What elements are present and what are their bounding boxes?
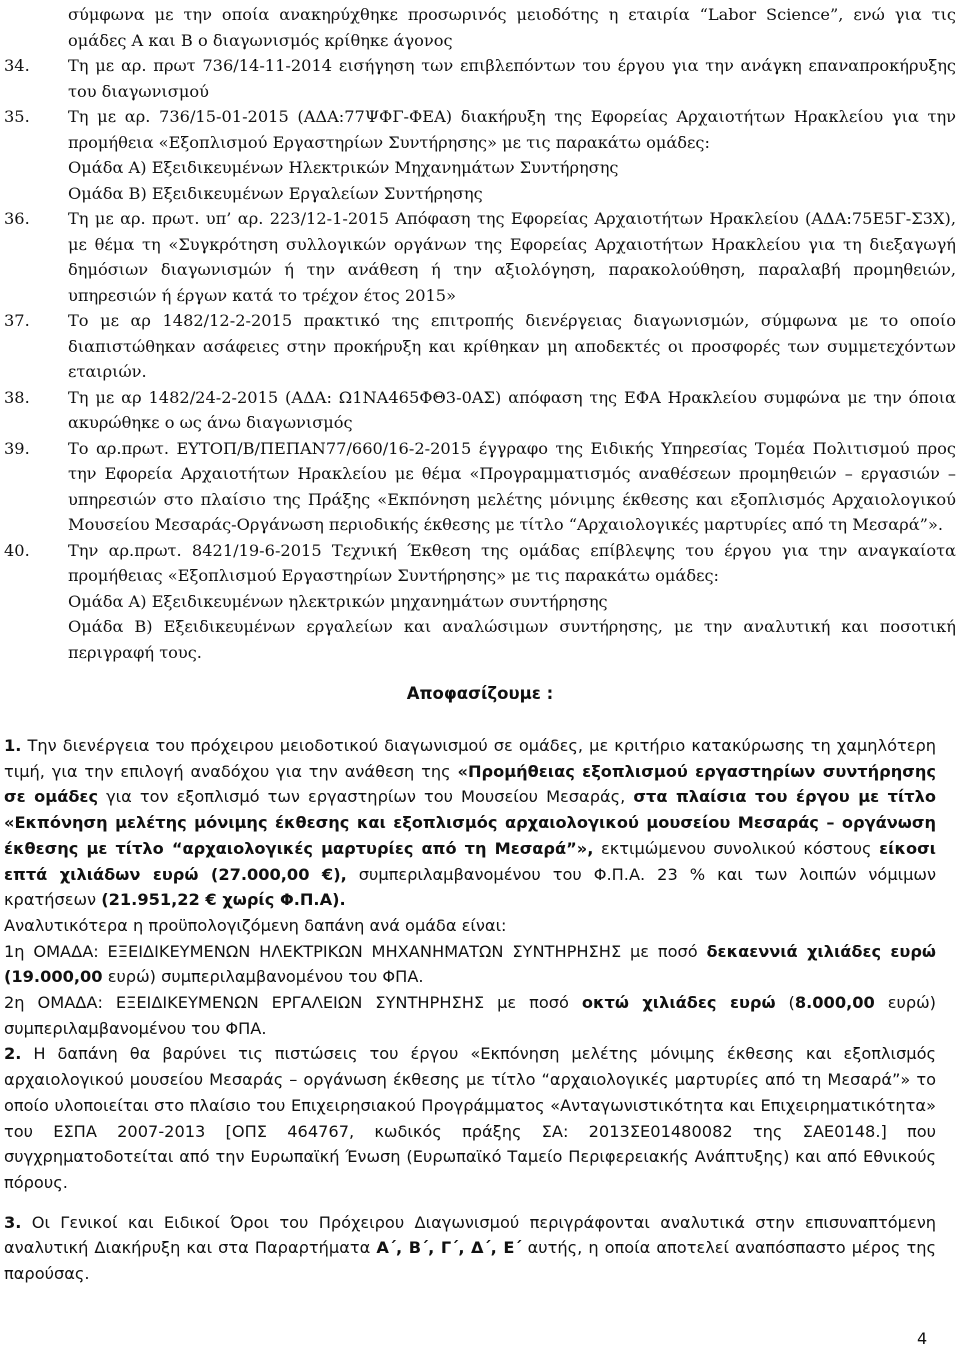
bold-text: «Προμήθειας εξοπλισμού εργαστηρίων συντήρησης σε ομάδες xyxy=(4,761,936,807)
item-subline: Ομάδα Β) Εξειδικευμένων εργαλείων και αναλώσιμων συντήρησης, με την αναλυτική και ποσοτική περιγραφή τους. xyxy=(68,617,956,662)
paragraph-text: συμπεριλαμβανομένου του Φ.Π.Α. 23 % και των λοιπών νόμιμων κρατήσεων xyxy=(4,864,936,910)
item-number: 35. xyxy=(4,107,30,126)
item-text: Τη με αρ. 736/15-01-2015 (ΑΔΑ:77ΨΦΓ-ΦΕΑ) διακήρυξη της Εφορείας Αρχαιοτήτων Ηρακλείου για την προμήθεια «Εξοπλισμού Εργαστηρίων Συντήρησης» με τις παρακάτω ομάδες: xyxy=(68,107,956,152)
list-item xyxy=(4,436,956,538)
item-text: Το αρ.πρωτ. ΕΥΤΟΠ/Β/ΠΕΠΑΝ77/660/16-2-2015 έγγραφο της Ειδικής Υπηρεσίας Τομέα Πολιτισμού προς την Εφορεία Αρχαιοτήτων Ηρακλείου με θέμα «Προγραμματισμός αναθέσεων προμηθειών – εργασιών – υπηρεσιών στο πλαίσιο της Πράξης «Εκπόνηση μελέτης μόνιμης έκθεσης και εξοπλισμός Αρχαιολογικού Μουσείου Μεσαράς-Οργάνωση περιοδικής έκθεσης με τίτλο “Αρχαιολογικές μαρτυρίες από τη Μεσαρά”». xyxy=(68,438,956,534)
item-number: 38. xyxy=(4,387,30,407)
item-number: 36. xyxy=(4,209,30,228)
item-text: σύμφωνα με την οποία ανακηρύχθηκε προσωρινός μειοδότης η εταιρία “Labor Science”, ενώ για τις ομάδες Α και Β ο διαγωνισμός κρίθηκε άγονος xyxy=(68,5,956,50)
list-item xyxy=(4,206,956,308)
decision-paragraph-2 xyxy=(4,1041,936,1195)
decision-body xyxy=(4,733,936,1287)
item-number xyxy=(4,2,68,53)
bold-text: Α΄, Β΄, Γ΄, Δ΄, Ε΄ xyxy=(376,1238,522,1258)
paragraph-text: Η δαπάνη θα βαρύνει τις πιστώσεις του έργου «Εκπόνηση μελέτης μόνιμης έκθεσης και εξοπλισμός αρχαιολογικού μουσείου Μεσαράς – οργάνωση έκθεσης με τίτλο “αρχαιολογικές μαρτυρίες από τη Μεσαρά”» το οποίο υλοποιείται στο πλαίσιο του Επιχειρησιακού Προγράμματος «Ανταγωνιστικότητα και Επιχειρηματικότητα» του ΕΣΠΑ 2007-2013 [ΟΠΣ 464767, κωδικός πράξης ΣΑ: 2013ΣΕ01480082 της ΣΑΕ0148.] που συγχρηματοδοτείται από την Ευρωπαϊκή Ένωση (Ευρωπαϊκό Ταμείο Περιφερειακής Ανάπτυξης) και από Εθνικούς πόρους. xyxy=(4,1044,936,1192)
list-item xyxy=(4,538,956,666)
item-number: 37. xyxy=(4,311,30,330)
paragraph-text: ευρώ) συμπεριλαμβανομένου του ΦΠΑ. xyxy=(102,967,424,987)
paragraph-text: ευρώ) συμπεριλαμβανομένου του ΦΠΑ. xyxy=(4,993,936,1038)
considerations-list xyxy=(4,2,956,665)
decision-group-1 xyxy=(4,939,936,990)
paragraph-text: ( xyxy=(775,993,795,1013)
decision-paragraph-3 xyxy=(4,1210,936,1287)
bold-text: δεκαεννιά χιλιάδες ευρώ (19.000,00 xyxy=(4,941,936,987)
item-subline: Ομάδα Α) Εξειδικευμένων Ηλεκτρικών Μηχανημάτων Συντήρησης xyxy=(68,158,619,177)
bold-text: είκοσι επτά χιλιάδων ευρώ (27.000,00 €), xyxy=(4,838,936,884)
decision-group-2 xyxy=(4,990,936,1041)
item-number: 34. xyxy=(4,56,30,75)
item-text: Τη με αρ 1482/24-2-2015 (ΑΔΑ: Ω1ΝΑ465ΦΘ3-0ΑΣ) απόφαση της ΕΦΑ Ηρακλείου συμφώνα με την όποια ακυρώθηκε ο ως άνω διαγωνισμός xyxy=(68,387,956,432)
paragraph-number: 1. xyxy=(4,736,22,755)
bold-text: 8.000,00 xyxy=(794,993,875,1013)
list-item xyxy=(4,53,956,104)
item-text: Την αρ.πρωτ. 8421/19-6-2015 Τεχνική Έκθεση της ομάδας επίβλεψης του έργου για την αναγκαίοτα προμήθειας «Εξοπλισμού Εργαστηρίων Συντήρησης» με τις παρακάτω ομάδες: xyxy=(68,540,956,585)
paragraph-text: 1η ΟΜΑΔΑ: ΕΞΕΙΔΙΚΕΥΜΕΝΩΝ ΗΛΕΚΤΡΙΚΩΝ ΜΗΧΑΝΗΜΑΤΩΝ ΣΥΝΤΗΡΗΣΗΣ με ποσό xyxy=(4,941,707,961)
list-item xyxy=(4,385,956,436)
item-text: Τη με αρ. πρωτ. υπ’ αρ. 223/12-1-2015 Απόφαση της Εφορείας Αρχαιοτήτων Ηρακλείου (ΑΔΑ:75Ε5Γ-Σ3Χ), με θέμα τη «Συγκρότηση συλλογικών οργάνων της Εφορείας Αρχαιοτήτων Ηρακλείου για τη διεξαγωγή δημόσιων διαγωνισμών ή την ανάθεση ή την αξιολόγηση, παρακολούθηση, παραλαβή προμηθειών, υπηρεσιών ή έργων κατά το τρέχον έτος 2015» xyxy=(68,209,956,305)
paragraph-text: για τον εξοπλισμό των εργαστηρίων του Μουσείου Μεσαράς, xyxy=(98,787,634,807)
item-subline: Ομάδα Α) Εξειδικευμένων ηλεκτρικών μηχανημάτων συντήρησης xyxy=(68,591,608,611)
paragraph-text: εκτιμώμενου συνολικού κόστους xyxy=(593,838,880,858)
decision-heading: Αποφασίζουμε : xyxy=(406,684,554,703)
bold-text: (21.951,22 € χωρίς Φ.Π.Α). xyxy=(101,890,346,910)
list-item xyxy=(4,104,956,206)
bold-text: οκτώ χιλιάδες ευρώ xyxy=(581,993,776,1013)
spacer xyxy=(4,1196,936,1210)
page-number: 4 xyxy=(917,1329,928,1348)
paragraph-number: 2. xyxy=(4,1044,22,1064)
bold-text: στα πλαίσια του έργου με τίτλο «Εκπόνηση μελέτης μόνιμης έκθεσης και εξοπλισμός αρχαιολογικού μουσείου Μεσαράς – οργάνωση έκθεσης με τίτλο “αρχαιολογικές μαρτυρίες από τη Μεσαρά”», xyxy=(4,787,936,858)
list-item xyxy=(4,308,956,385)
item-text: Το με αρ 1482/12-2-2015 πρακτικό της επιτροπής διενέργειας διαγωνισμών, σύμφωνα με το οποίο διαπιστώθηκαν ασάφειες στην προκήρυξη και κρίθηκαν μη αποδεκτές οι προσφορές των συμμετεχόντων εταιριών. xyxy=(68,311,956,381)
item-text: Τη με αρ. πρωτ 736/14-11-2014 εισήγηση των επιβλεπόντων του έργου για την ανάγκη επαναπροκήρυξης του διαγωνισμού xyxy=(68,56,956,101)
paragraph-text: 2η ΟΜΑΔΑ: ΕΞΕΙΔΙΚΕΥΜΕΝΩΝ ΕΡΓΑΛΕΙΩΝ ΣΥΝΤΗΡΗΣΗΣ με ποσό xyxy=(4,993,582,1013)
paragraph-text: αυτής, η οποία αποτελεί αναπόσπαστο μέρος της παρούσας. xyxy=(4,1238,936,1284)
paragraph-text: Οι Γενικοί και Ειδικοί Όροι του Πρόχειρου Διαγωνισμού περιγράφονται αναλυτικά στην επισυναπτόμενη αναλυτική Διακήρυξη και στα Παραρτήματα xyxy=(4,1212,936,1258)
list-item xyxy=(4,2,956,53)
item-number: 40. xyxy=(4,540,30,560)
decision-paragraph-1 xyxy=(4,733,936,913)
paragraph-number: 3. xyxy=(4,1212,22,1232)
item-number: 39. xyxy=(4,438,30,458)
paragraph-text: Την διενέργεια του πρόχειρου μειοδοτικού διαγωνισμού σε ομάδες, με κριτήριο κατακύρωσης τη χαμηλότερη τιμή, για την επιλογή αναδόχου για την ανάθεση της xyxy=(4,736,936,781)
decision-paragraph-breakdown: Αναλυτικότερα η προϋπολογιζόμενη δαπάνη ανά ομάδα είναι: xyxy=(4,915,507,935)
item-subline: Ομάδα Β) Εξειδικευμένων Εργαλείων Συντήρησης xyxy=(68,183,483,203)
